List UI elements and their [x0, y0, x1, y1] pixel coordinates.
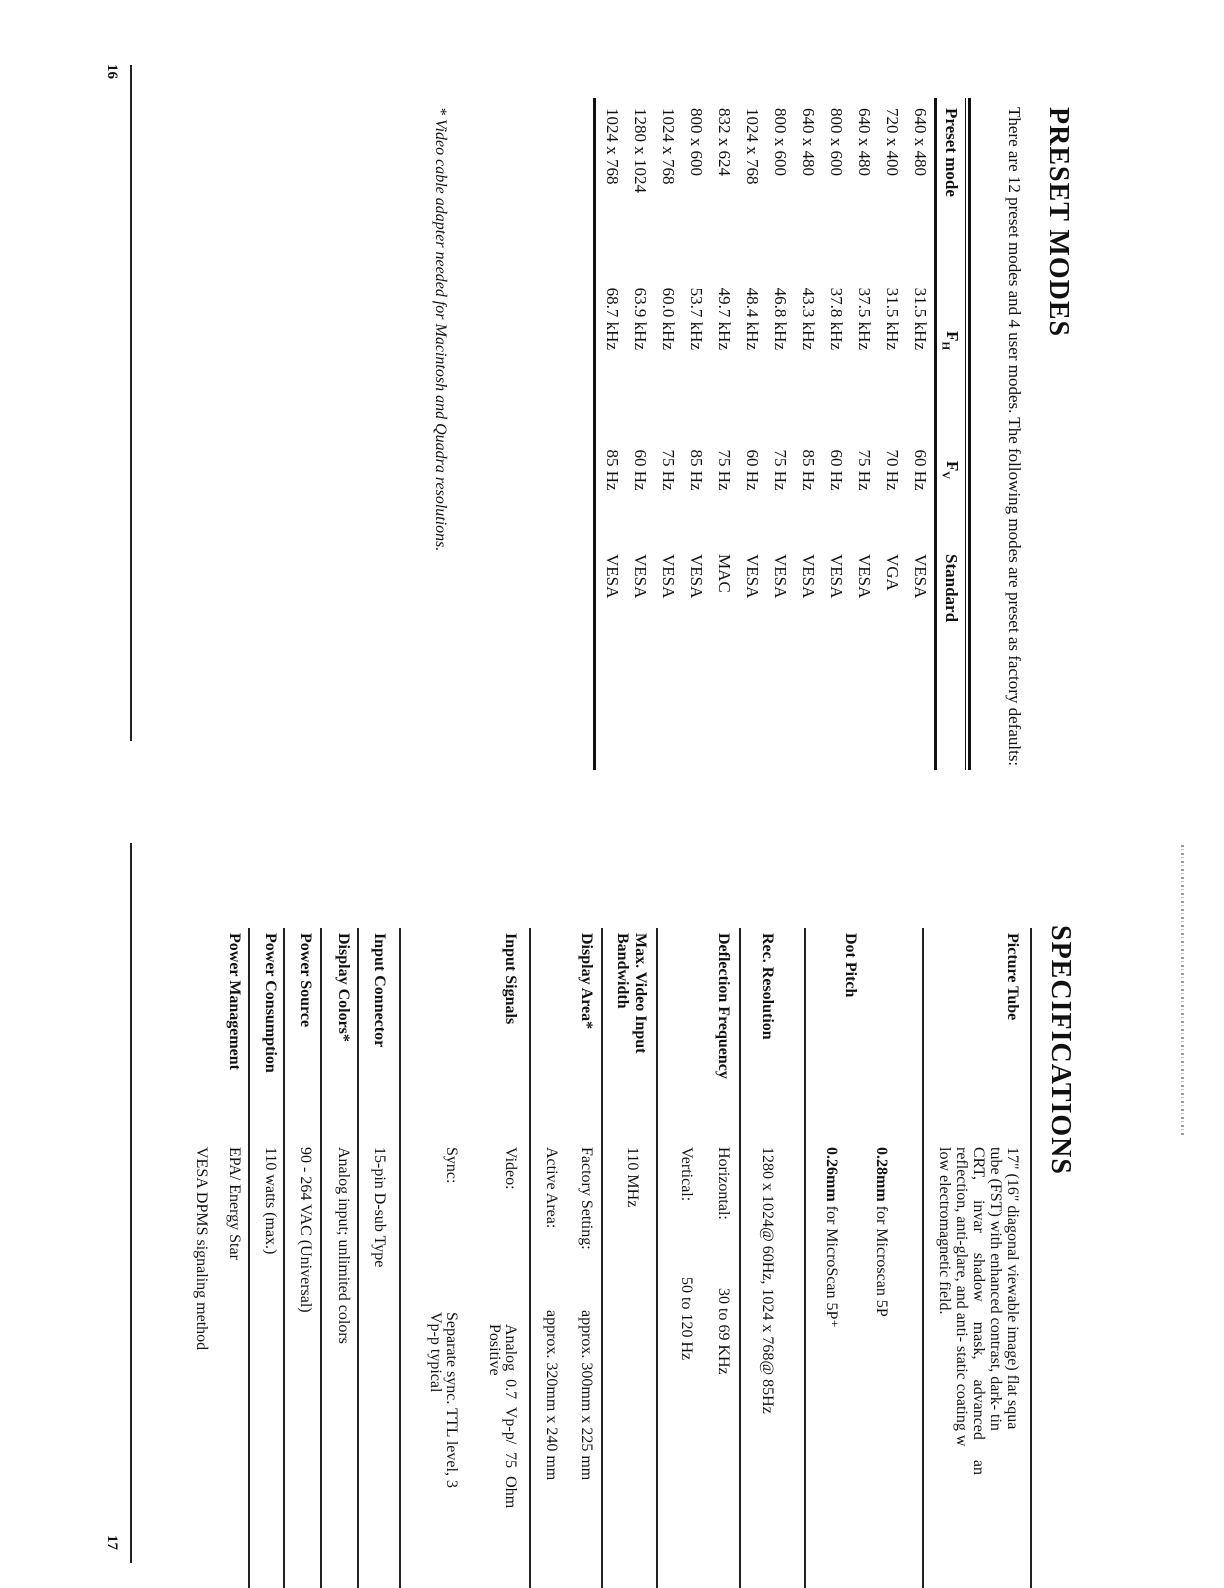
table-row	[710, 108, 738, 770]
table-header-row	[937, 98, 965, 770]
table-row	[822, 108, 850, 770]
spec-rule	[529, 928, 531, 1588]
spec-v-label: Vertical:	[678, 1147, 695, 1202]
cell-fv: 70 Hz	[883, 449, 902, 491]
spec-h-value: 30 to 69 KHz	[715, 1288, 732, 1375]
spec-label-power-source: Power Source	[297, 933, 314, 1028]
spec-value-power-source: 90 - 264 VAC (Universal)	[297, 1147, 314, 1313]
spec-label-display-colors: Display Colors*	[335, 933, 352, 1042]
right-page-number: 17	[104, 1535, 120, 1550]
spec-video-value-2: Positive	[486, 1324, 503, 1376]
spec-factory-value: approx. 300mm x 225 mm	[578, 1310, 595, 1481]
spec-value-picture-tube-3	[970, 1147, 987, 1475]
spec-rule	[320, 928, 322, 1588]
cell-standard: VESA	[687, 554, 706, 599]
cell-preset-mode: 800 x 600	[771, 108, 790, 176]
cell-fh: 60.0 kHz	[659, 287, 678, 350]
spec-value-rec-resolution: 1280 x 1024@ 60Hz, 1024 x 768@ 85Hz	[759, 1147, 776, 1414]
table-top-rule-thin	[965, 98, 966, 770]
left-page-margin-line	[130, 65, 132, 741]
spec-rule	[922, 928, 924, 1588]
spec-label-dot-pitch: Dot Pitch	[842, 933, 859, 998]
cell-preset-mode: 1024 x 768	[743, 108, 762, 185]
table-top-rule	[968, 98, 971, 770]
cell-standard: VESA	[827, 554, 846, 599]
cell-fv: 60 Hz	[827, 449, 846, 491]
spec-rule	[804, 928, 806, 1588]
table-row	[850, 108, 878, 770]
cell-preset-mode: 640 x 480	[799, 108, 818, 176]
cell-fv: 60 Hz	[911, 449, 930, 491]
spec-rule	[357, 928, 359, 1588]
spec-video-label: Video:	[502, 1147, 519, 1190]
spec-label-rec-resolution: Rec. Resolution	[759, 933, 776, 1040]
preset-footnote: * Video cable adapter needed for Macintosh and Quadra resolutions.	[432, 107, 449, 552]
cell-fh: 68.7 kHz	[603, 287, 622, 350]
spec-value-power-consumption: 110 watts (max.)	[262, 1147, 279, 1255]
page-gutter-speckle	[1181, 845, 1184, 1135]
cell-fh: 63.9 kHz	[631, 287, 650, 350]
header-standard: Standard	[942, 554, 961, 623]
table-row	[906, 108, 934, 770]
table-header-rule	[934, 98, 937, 770]
cell-standard: VESA	[743, 554, 762, 599]
spec-label-input-signals: Input Signals	[502, 933, 519, 1025]
cell-fh: 49.7 kHz	[715, 287, 734, 350]
spec-label-bandwidth-1: Max. Video Input	[632, 933, 649, 1054]
cell-fv: 75 Hz	[659, 449, 678, 491]
spec-sync-value-2: Vp-p typical	[427, 1312, 444, 1393]
spec-label-power-consumption: Power Consumption	[262, 933, 279, 1073]
preset-modes-title: PRESET MODES	[1043, 107, 1074, 338]
spec-value-input-connector: 15-pin D-sub Type	[371, 1147, 388, 1268]
header-preset-mode: Preset mode	[942, 108, 961, 197]
header-fv: $F_V$	[939, 460, 963, 480]
cell-fv: 75 Hz	[715, 449, 734, 491]
spec-factory-label: Factory Setting:	[578, 1147, 595, 1250]
cell-fh: 53.7 kHz	[687, 287, 706, 350]
cell-standard: VESA	[799, 554, 818, 599]
cell-preset-mode: 1024 x 768	[659, 108, 678, 185]
table-row	[654, 108, 682, 770]
spec-value-picture-tube-2: tube (FST) with enhanced contrast, dark- tin	[987, 1147, 1004, 1431]
left-page-number: 16	[104, 64, 120, 79]
spec-value-power-management-1: EPA/ Energy Star	[226, 1147, 243, 1260]
spec-value-power-management-2: VESA DPMS signaling method	[193, 1147, 210, 1351]
cell-preset-mode: 640 x 480	[855, 108, 874, 176]
cell-preset-mode: 800 x 600	[687, 108, 706, 176]
table-body	[598, 98, 934, 770]
cell-fv: 75 Hz	[771, 449, 790, 491]
cell-standard: VESA	[771, 554, 790, 599]
spec-sync-label: Sync:	[443, 1147, 460, 1184]
cell-fh: 31.5 kHz	[883, 287, 902, 350]
spec-value-dot-pitch-2	[823, 1147, 840, 1328]
spec-rule	[248, 928, 250, 1588]
spec-value-picture-tube-5: low electromagnetic field.	[936, 1147, 953, 1315]
specifications-title: SPECIFICATIONS	[1045, 925, 1076, 1175]
spec-rule	[656, 928, 658, 1588]
spec-rule	[399, 928, 401, 1588]
spec-v-value: 50 to 120 Hz	[678, 1277, 695, 1361]
spec-label-display-area: Display Area*	[578, 933, 595, 1030]
dot-pitch-value-rest-2: for MicroScan 5P⁺	[823, 1205, 840, 1328]
cell-preset-mode: 720 x 400	[883, 108, 902, 176]
cell-fv: 85 Hz	[687, 449, 706, 491]
picture-tube-line3: CRT, invar shadow mask, advanced an	[970, 1147, 987, 1476]
spec-value-picture-tube-1: 17" (16" diagonal viewable image) flat squa	[1004, 1147, 1021, 1430]
spec-value-picture-tube-4: reflection, anti-glare, and anti- static coating w	[953, 1147, 970, 1447]
dot-pitch-value-rest-1: for Microscan 5P	[873, 1205, 890, 1317]
cell-fv: 60 Hz	[631, 449, 650, 491]
cell-fh: 31.5 kHz	[911, 287, 930, 350]
spec-top-rule	[1030, 928, 1032, 1588]
spec-active-value: approx. 320mm x 240 mm	[543, 1310, 560, 1481]
cell-preset-mode: 800 x 600	[827, 108, 846, 176]
table-row	[598, 108, 626, 770]
preset-modes-table	[593, 98, 971, 770]
cell-fv: 60 Hz	[743, 449, 762, 491]
cell-fv: 85 Hz	[799, 449, 818, 491]
spec-rule	[601, 928, 603, 1588]
video-value-line1: Analog 0.7 Vp-p/ 75 Ohm	[502, 1324, 519, 1509]
table-row	[766, 108, 794, 770]
cell-fh: 37.8 kHz	[827, 287, 846, 350]
spec-rule	[739, 928, 741, 1588]
spec-label-deflection-frequency: Deflection Frequency	[715, 933, 732, 1079]
table-row	[626, 108, 654, 770]
table-row	[794, 108, 822, 770]
spec-label-power-management: Power Management	[226, 933, 243, 1070]
table-row	[738, 108, 766, 770]
cell-standard: VESA	[659, 554, 678, 599]
cell-fv: 75 Hz	[855, 449, 874, 491]
cell-fh: 37.5 kHz	[855, 287, 874, 350]
cell-standard: VESA	[631, 554, 650, 599]
spec-value-display-colors: Analog input; unlimited colors	[335, 1147, 352, 1344]
spec-h-label: Horizontal:	[715, 1147, 732, 1220]
spec-label-picture-tube: Picture Tube	[1004, 933, 1021, 1021]
table-bottom-rule	[593, 98, 596, 770]
spec-video-value-1	[502, 1324, 519, 1508]
cell-preset-mode: 640 x 480	[911, 108, 930, 176]
cell-fh: 48.4 kHz	[743, 287, 762, 350]
cell-preset-mode: 1024 x 768	[603, 108, 622, 185]
spec-value-bandwidth: 110 MHz	[624, 1147, 641, 1208]
cell-standard: VESA	[911, 554, 930, 599]
cell-preset-mode: 1280 x 1024	[631, 108, 650, 193]
spec-sync-value-1: Separate sync. TTL level, 3	[443, 1312, 460, 1488]
spec-label-input-connector: Input Connector	[371, 933, 388, 1048]
cell-standard: MAC	[715, 554, 734, 593]
table-row	[682, 108, 710, 770]
cell-fv: 85 Hz	[603, 449, 622, 491]
table-row	[878, 108, 906, 770]
spec-label-bandwidth-2: Bandwidth	[614, 933, 631, 1009]
dot-pitch-value-bold-2: 0.26mm	[823, 1147, 840, 1202]
dot-pitch-value-bold-1: 0.28mm	[873, 1147, 890, 1202]
spec-active-label: Active Area:	[543, 1147, 560, 1229]
spec-value-dot-pitch-1	[873, 1147, 890, 1317]
cell-standard: VGA	[883, 554, 902, 591]
preset-intro-text: There are 12 preset modes and 4 user modes. The following modes are preset as factory defaults:	[1005, 107, 1024, 767]
cell-standard: VESA	[603, 554, 622, 599]
header-fh: $F_H$	[939, 331, 963, 350]
right-page-margin-line	[130, 843, 132, 1563]
cell-fh: 46.8 kHz	[771, 287, 790, 350]
cell-preset-mode: 832 x 624	[715, 108, 734, 176]
spec-rule	[283, 928, 285, 1588]
cell-fh: 43.3 kHz	[799, 287, 818, 350]
cell-standard: VESA	[855, 554, 874, 599]
